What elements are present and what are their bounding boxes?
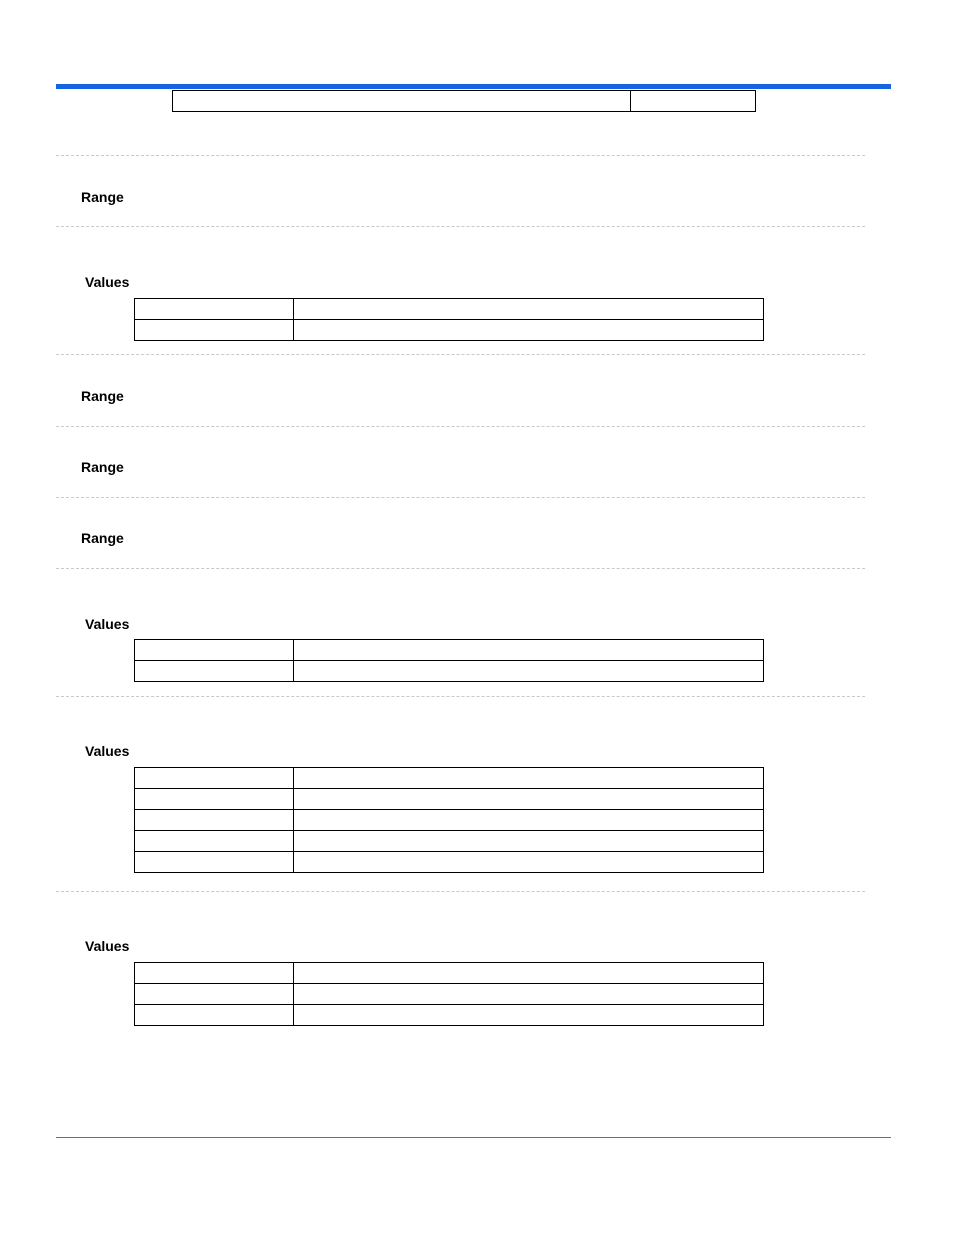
values-table: [134, 298, 764, 341]
table-cell: [135, 831, 294, 852]
table-row: [135, 984, 764, 1005]
section-separator: [56, 568, 865, 569]
table-cell: [135, 640, 294, 661]
table-row: [135, 810, 764, 831]
table-cell: [631, 91, 756, 112]
table-row: [135, 789, 764, 810]
table-cell: [135, 299, 294, 320]
table-row: [135, 831, 764, 852]
range-heading: Range: [81, 530, 124, 546]
table-cell: [135, 320, 294, 341]
table-cell: [294, 320, 764, 341]
values-heading: Values: [85, 938, 130, 954]
table-cell: [294, 852, 764, 873]
footer-rule: [56, 1137, 891, 1138]
values-heading: Values: [85, 743, 130, 759]
range-heading: Range: [81, 388, 124, 404]
table-cell: [135, 810, 294, 831]
values-table: [134, 767, 764, 873]
table-cell: [294, 984, 764, 1005]
section-separator: [56, 426, 865, 427]
header-rule: [56, 84, 891, 89]
table-cell: [135, 789, 294, 810]
range-heading: Range: [81, 189, 124, 205]
table-cell: [135, 1005, 294, 1026]
table-cell: [135, 963, 294, 984]
section-separator: [56, 497, 865, 498]
values-heading: Values: [85, 274, 130, 290]
table-cell: [294, 963, 764, 984]
values-heading: Values: [85, 616, 130, 632]
table-row: [173, 91, 756, 112]
table-cell: [135, 661, 294, 682]
section-separator: [56, 354, 865, 355]
table-row: [135, 320, 764, 341]
table-row: [135, 852, 764, 873]
table-cell: [294, 640, 764, 661]
range-heading: Range: [81, 459, 124, 475]
values-table: [134, 639, 764, 682]
section-separator: [56, 226, 865, 227]
table-cell: [173, 91, 631, 112]
table-row: [135, 640, 764, 661]
table-cell: [294, 831, 764, 852]
values-table: [134, 962, 764, 1026]
table-cell: [135, 768, 294, 789]
table-row: [135, 661, 764, 682]
section-separator: [56, 891, 865, 892]
table-cell: [294, 789, 764, 810]
table-cell: [294, 1005, 764, 1026]
table-cell: [294, 661, 764, 682]
section-separator: [56, 696, 865, 697]
table-cell: [135, 984, 294, 1005]
section-separator: [56, 155, 865, 156]
table-row: [135, 1005, 764, 1026]
top-table: [172, 90, 756, 112]
table-row: [135, 768, 764, 789]
table-cell: [294, 768, 764, 789]
table-cell: [294, 299, 764, 320]
table-cell: [135, 852, 294, 873]
table-cell: [294, 810, 764, 831]
table-row: [135, 299, 764, 320]
table-row: [135, 963, 764, 984]
